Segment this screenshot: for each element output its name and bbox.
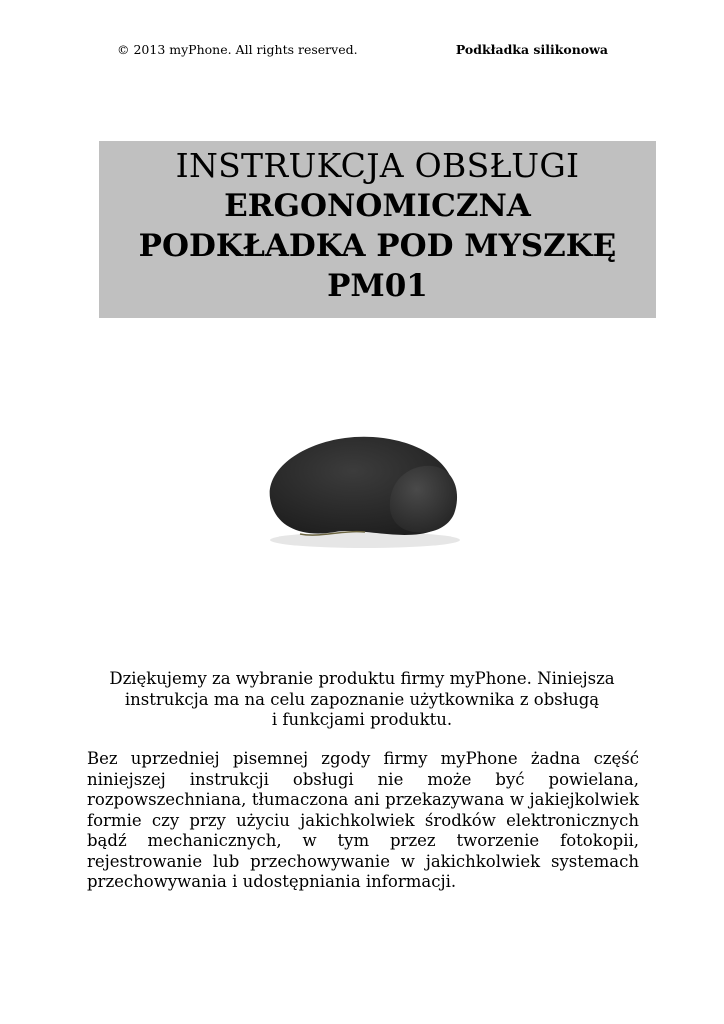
intro-line-2: instrukcja ma na celu zapoznanie użytkownika z obsługą <box>124 689 600 709</box>
title-mouse-pad: PODKŁADKA POD MYSZKĘ <box>138 228 617 264</box>
header-product-name: Podkładka silikonowa <box>455 42 608 57</box>
title-ergonomic: ERGONOMICZNA <box>224 188 531 224</box>
pad-shadow <box>270 532 460 548</box>
intro-line-3: i funkcjami produktu. <box>271 710 453 729</box>
intro-line-1: Dziękujemy za wybranie produktu firmy myPhone. Niniejsza <box>109 669 615 688</box>
header-copyright: © 2013 myPhone. All rights reserved. <box>117 42 358 57</box>
legal-paragraph: Bez uprzedniej pisemnej zgody firmy myPhone żadna część niniejszej instrukcji obsługi nie może być powielana, rozpowszechniana, tłumaczona ani przekazywana w jakiejkolwiek formie czy przy użyciu jakichkolwiek środków elektronicznych bądź mechanicznych, w tym przez tworzenie fotokopii, rejestrowanie lub przechowywanie w jakichkolwiek systemach przechowywania i udostępniania informacji. <box>87 749 639 891</box>
title-instructions: INSTRUKCJA OBSŁUGI <box>175 146 580 185</box>
title-box <box>99 141 656 318</box>
intro-text <box>86 669 638 731</box>
legal-notice <box>87 749 639 893</box>
mouse-pad-image <box>240 430 480 560</box>
title-model: PM01 <box>327 268 428 304</box>
